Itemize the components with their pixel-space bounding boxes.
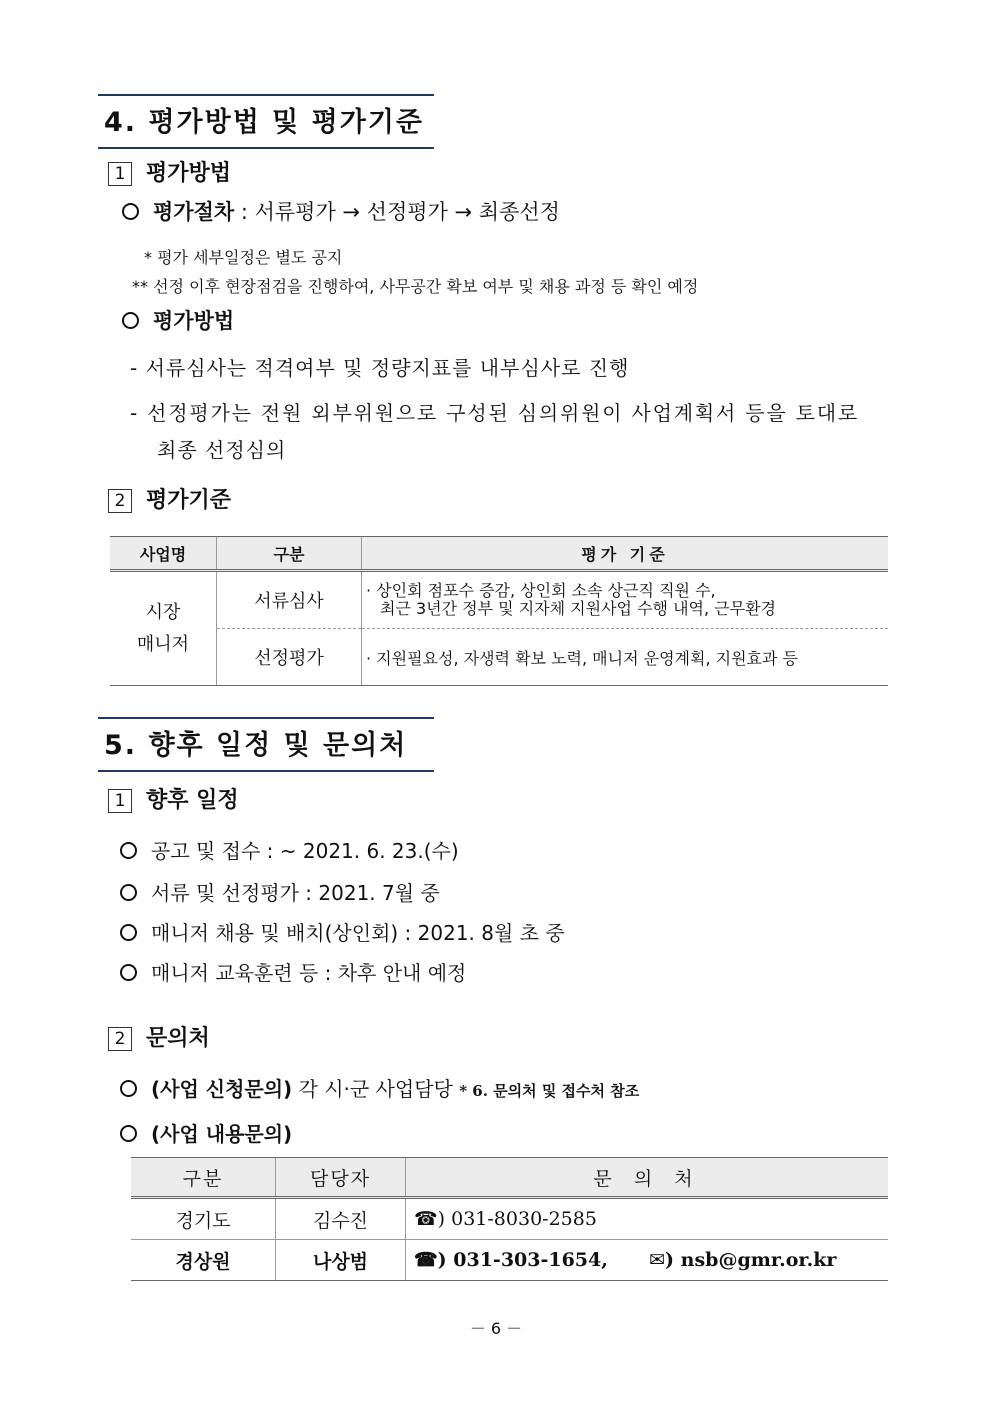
phone-icon: ☎: [414, 1249, 438, 1271]
schedule-text: 공고 및 접수 : ~ 2021. 6. 23.(수): [151, 839, 459, 863]
type-cell: 서류심사: [217, 571, 362, 629]
contact-table: [131, 1157, 888, 1281]
bullet-circle-icon: [120, 1125, 137, 1142]
inquiry-label: (사업 신청문의): [151, 1077, 293, 1101]
schedule-item: [120, 957, 466, 986]
schedule-item: [120, 877, 440, 906]
person-cell: 나상범: [276, 1240, 406, 1281]
subsection-evaluation-criteria: [108, 483, 231, 514]
section-4-title: 4. 평가방법 및 평가기준: [98, 94, 434, 149]
criteria-cell: [362, 571, 889, 629]
criteria-table: [110, 536, 888, 686]
method-line-2b: 최종 선정심의: [157, 438, 287, 462]
bullet-circle-icon: [122, 312, 139, 329]
page-number: － 6 －: [469, 1319, 523, 1338]
schedule-text: 매니저 교육훈련 등 : 차후 안내 예정: [151, 961, 467, 985]
subsection-evaluation-method: [108, 156, 231, 187]
section-5-title: 5. 향후 일정 및 문의처: [98, 717, 434, 772]
schedule-item: [120, 917, 565, 946]
method-line-2a: - 선정평가는 전원 외부위원으로 구성된 심의위원이 사업계획서 등을 토대로: [130, 401, 859, 425]
number-box: 1: [108, 162, 132, 186]
type-cell: 선정평가: [217, 629, 362, 686]
method-heading: [122, 305, 234, 335]
column-header: 사업명: [110, 537, 217, 571]
inquiry-application: [120, 1073, 639, 1102]
subsection-title: 문의처: [146, 1026, 210, 1051]
schedule-text: 서류 및 선정평가 : 2021. 7월 중: [151, 881, 440, 905]
subsection-title: 평가기준: [146, 488, 232, 513]
contact-cell: [406, 1198, 889, 1240]
bullet-circle-icon: [122, 203, 139, 220]
criteria-line: · 상인회 점포수 증감, 상인회 소속 상근직 직원 수,: [366, 581, 716, 600]
email-address: ) nsb@gmr.or.kr: [665, 1249, 837, 1271]
column-header: 구분: [217, 537, 362, 571]
bullet-circle-icon: [120, 842, 137, 859]
phone-number: ) 031-303-1654,: [437, 1249, 608, 1271]
business-name-line: 매니저: [136, 633, 190, 655]
number-box: 1: [108, 789, 132, 813]
number-box: 2: [108, 1027, 132, 1051]
contact-cell: [406, 1240, 889, 1281]
note-1: * 평가 세부일정은 별도 공지: [144, 248, 343, 267]
inquiry-label: (사업 내용문의): [151, 1122, 293, 1146]
column-header: 구분: [131, 1158, 276, 1198]
inquiry-text: 각 시·군 사업담당: [292, 1077, 460, 1101]
column-header: 담당자: [276, 1158, 406, 1198]
phone-number: ) 031-8030-2585: [437, 1208, 597, 1230]
criteria-cell: · 지원필요성, 자생력 확보 노력, 매니저 운영계획, 지원효과 등: [362, 629, 889, 686]
column-header: 문 의 처: [406, 1158, 889, 1198]
bullet-circle-icon: [120, 884, 137, 901]
subsection-title: 평가방법: [146, 161, 232, 186]
bullet-circle-icon: [120, 1080, 137, 1097]
bullet-circle-icon: [120, 964, 137, 981]
person-cell: 김수진: [276, 1198, 406, 1240]
business-name-line: 시장: [145, 601, 181, 623]
schedule-item: [120, 835, 459, 864]
org-cell: 경기도: [131, 1198, 276, 1240]
subsection-title: 향후 일정: [146, 788, 239, 813]
table-row: [131, 1198, 888, 1240]
column-header: 평가 기준: [362, 537, 889, 571]
table-row: [131, 1240, 888, 1281]
bullet-circle-icon: [120, 924, 137, 941]
note-2: ** 선정 이후 현장점검을 진행하여, 사무공간 확보 여부 및 채용 과정 등 확인 예정: [132, 277, 699, 296]
method-line-1: - 서류심사는 적격여부 및 정량지표를 내부심사로 진행: [130, 356, 630, 380]
inquiry-reference: * 6. 문의처 및 접수처 참조: [459, 1082, 640, 1100]
procedure-label: 평가절차: [153, 200, 235, 224]
phone-icon: ☎: [414, 1208, 438, 1230]
inquiry-content: [120, 1118, 292, 1147]
number-box: 2: [108, 489, 132, 513]
procedure-line: [122, 196, 560, 226]
procedure-text: : 서류평가 → 선정평가 → 최종선정: [234, 200, 560, 224]
org-cell: 경상원: [131, 1240, 276, 1281]
mail-icon: ✉: [649, 1249, 666, 1271]
criteria-line: 최근 3년간 정부 및 지자체 지원사업 수행 내역, 근무환경: [380, 599, 776, 618]
subsection-schedule: [108, 783, 239, 814]
method-label: 평가방법: [153, 309, 235, 333]
schedule-text: 매니저 채용 및 배치(상인회) : 2021. 8월 초 중: [151, 921, 565, 945]
business-name-cell: [110, 571, 217, 686]
subsection-contact: [108, 1021, 210, 1052]
